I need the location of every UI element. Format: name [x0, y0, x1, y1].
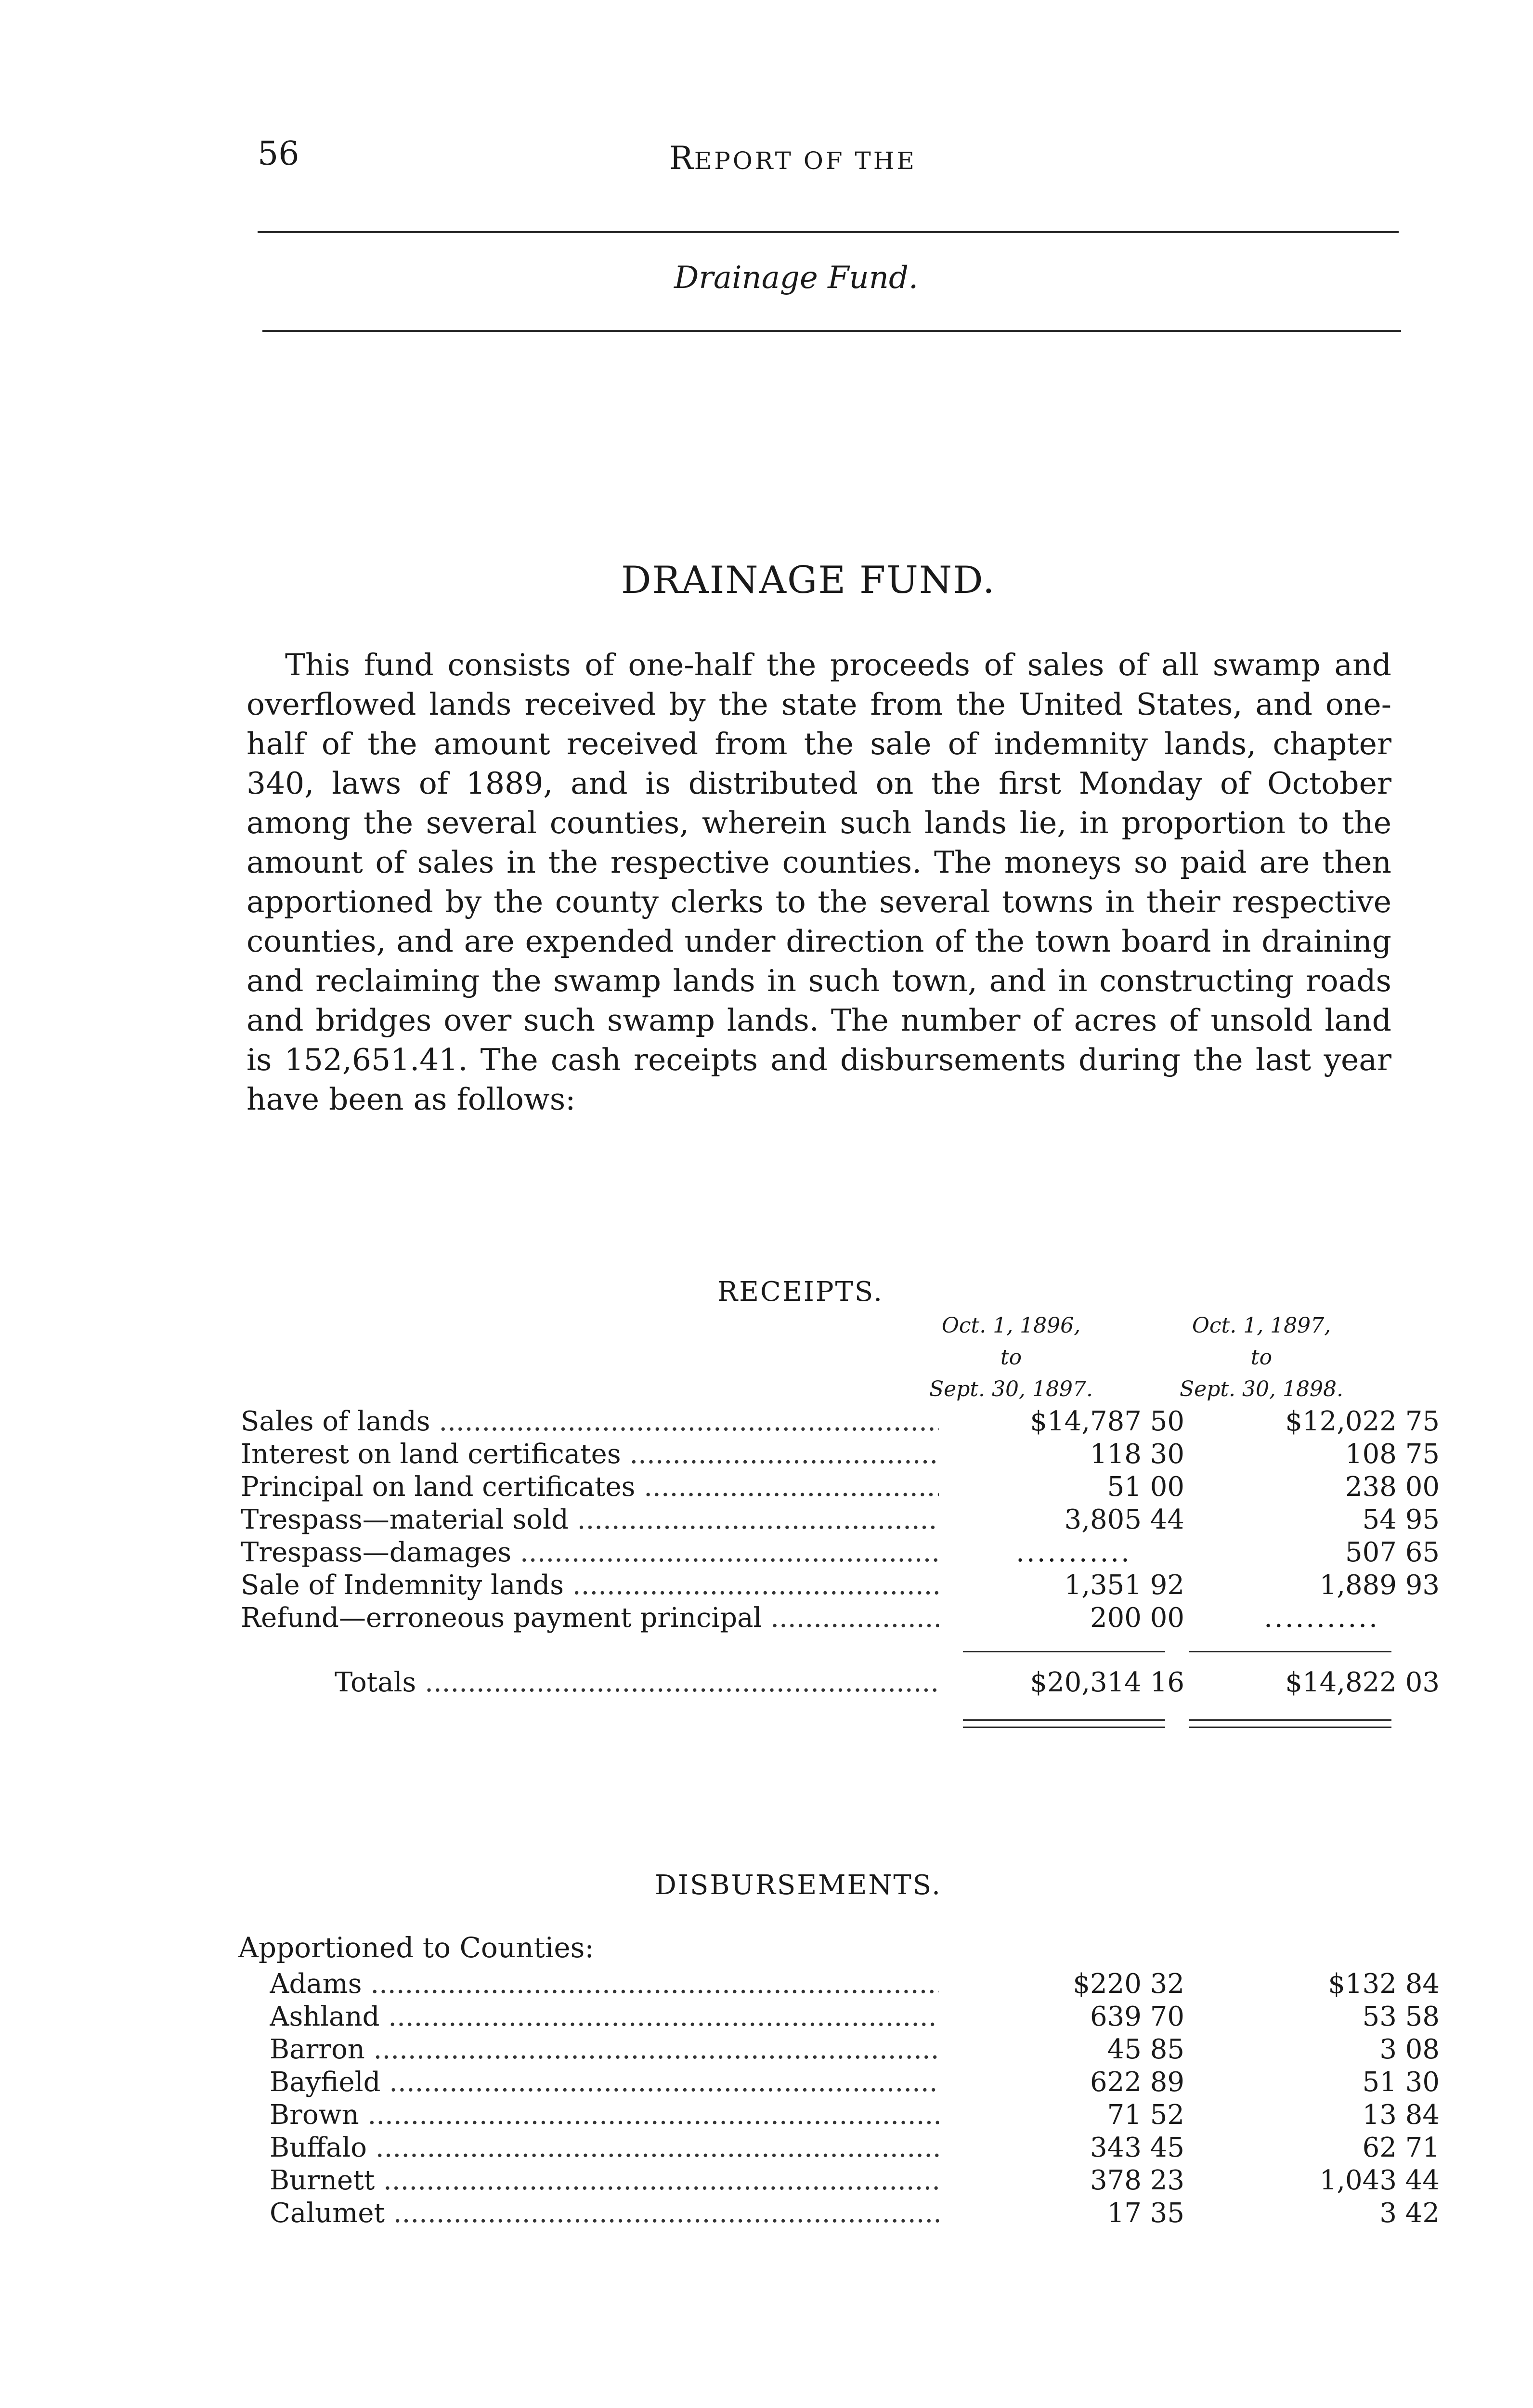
row-value-1897: ........... [1016, 1537, 1131, 1568]
page-number: 56 [258, 135, 299, 173]
row-value-1898: 507 65 [1345, 1537, 1440, 1568]
totals-value-1897: $20,314 16 [1030, 1667, 1184, 1698]
county-value-1897: 622 89 [1090, 2067, 1184, 2098]
county-value-1897: 343 45 [1090, 2132, 1184, 2163]
page-heading: DRAINAGE FUND. [621, 559, 996, 602]
county-name: Brown ..... [270, 2099, 939, 2132]
double-rule-1898-b [1189, 1727, 1391, 1728]
section-subtitle: Drainage Fund. [674, 260, 919, 296]
row-label: Trespass—damages ..... [241, 1536, 939, 1569]
county-name: Calumet ..... [270, 2197, 939, 2230]
column-1-from: Oct. 1, 1896, [941, 1313, 1081, 1338]
row-value-1897: 3,805 44 [1064, 1504, 1184, 1535]
disbursements-group-label: Apportioned to Counties: [238, 1931, 594, 1964]
county-value-1898: 3 42 [1379, 2198, 1440, 2229]
double-rule-1897-b [963, 1727, 1165, 1728]
column-2-to: to [1250, 1345, 1273, 1370]
table-row [241, 1569, 1440, 1602]
row-value-1897: 200 00 [1090, 1602, 1184, 1634]
table-row [241, 1438, 1440, 1471]
table-row [241, 1968, 1440, 2001]
table-row [241, 1602, 1396, 1635]
double-rule-1897-a [963, 1719, 1165, 1721]
row-label: Sale of Indemnity lands ..... [241, 1569, 939, 1602]
column-2-until: Sept. 30, 1898. [1180, 1377, 1343, 1401]
table-row [241, 2066, 1440, 2099]
county-value-1898: 3 08 [1379, 2034, 1440, 2065]
receipts-column-2-header [1156, 1310, 1367, 1405]
county-name: Ashland ..... [270, 2001, 939, 2033]
row-label: Trespass—material sold ..... [241, 1504, 939, 1536]
row-value-1898: 1,889 93 [1319, 1570, 1440, 1601]
county-value-1897: 45 85 [1107, 2034, 1184, 2065]
county-value-1898: 62 71 [1362, 2132, 1440, 2163]
county-name: Bayfield ..... [270, 2066, 939, 2099]
receipts-column-1-header [905, 1310, 1117, 1405]
county-value-1897: 17 35 [1107, 2198, 1184, 2229]
row-value-1897: 51 00 [1107, 1471, 1184, 1503]
county-name: Barron ..... [270, 2033, 939, 2066]
row-value-1898: 108 75 [1345, 1439, 1440, 1470]
county-value-1898: 1,043 44 [1319, 2165, 1440, 2196]
county-name: Adams ..... [270, 1968, 939, 2001]
row-value-1897: $14,787 50 [1030, 1406, 1184, 1437]
row-value-1897: 1,351 92 [1064, 1570, 1184, 1601]
county-name: Burnett ..... [270, 2164, 939, 2197]
row-value-1898: 54 95 [1362, 1504, 1440, 1535]
table-row [241, 2164, 1440, 2197]
county-value-1897: 378 23 [1090, 2165, 1184, 2196]
row-label: Sales of lands ..... [241, 1405, 939, 1438]
column-2-from: Oct. 1, 1897, [1192, 1313, 1331, 1338]
county-value-1897: 639 70 [1090, 2001, 1184, 2032]
header-rule-bottom [262, 330, 1401, 332]
running-title-rest: EPORT OF THE [694, 147, 917, 175]
column-1-to: to [1000, 1345, 1022, 1370]
county-value-1898: $132 84 [1328, 1968, 1440, 2000]
table-row [241, 2197, 1440, 2230]
table-row [241, 2001, 1440, 2033]
totals-value-1898: $14,822 03 [1285, 1667, 1440, 1698]
totals-label: Totals ..... [335, 1666, 939, 1699]
county-value-1898: 13 84 [1362, 2099, 1440, 2131]
body-paragraph: This fund consists of one-half the proceeds of sales of all swamp and overflowed lands received by the state from the United States, and one-half of the amount received from the sale of indemnity lands, chapter 340, laws of 1889, and is distributed on the first Monday of October among the several counties, wherein such lands lie, in proportion to the amount of sales in the respective counties. The moneys so paid are then apportioned by the county clerks to the several towns in their respective counties, and are expended under direction of the town board in draining and reclaiming the swamp lands in such town, and in constructing roads and bridges over such swamp lands. The number of acres of unsold land is 152,651.41. The cash receipts and disbursements during the last year have been as follows: [247, 647, 1391, 1117]
table-row [241, 1471, 1440, 1504]
table-row [241, 1504, 1440, 1536]
county-value-1898: 51 30 [1362, 2067, 1440, 2098]
row-value-1898: $12,022 75 [1285, 1406, 1440, 1437]
subtotal-rule-1897 [963, 1651, 1165, 1652]
running-title-initial: R [669, 140, 694, 177]
column-1-until: Sept. 30, 1897. [929, 1377, 1093, 1401]
disbursements-title: DISBURSEMENTS. [655, 1870, 942, 1901]
running-title [669, 140, 917, 177]
row-value-1898: ........... [1264, 1602, 1379, 1634]
row-value-1897: 118 30 [1090, 1439, 1184, 1470]
county-value-1897: $220 32 [1073, 1968, 1184, 2000]
county-value-1897: 71 52 [1107, 2099, 1184, 2131]
county-name: Buffalo ..... [270, 2132, 939, 2164]
table-row [241, 2132, 1440, 2164]
row-label: Principal on land certificates ..... [241, 1471, 939, 1504]
table-row [241, 2099, 1440, 2132]
subtotal-rule-1898 [1189, 1651, 1391, 1652]
county-value-1898: 53 58 [1362, 2001, 1440, 2032]
row-value-1898: 238 00 [1345, 1471, 1440, 1503]
totals-row [241, 1666, 1440, 1699]
row-label: Refund—erroneous payment principal ..... [241, 1602, 939, 1635]
table-row [241, 1536, 1440, 1569]
row-label: Interest on land certificates ..... [241, 1438, 939, 1471]
table-row [241, 2033, 1440, 2066]
receipts-title: RECEIPTS. [717, 1276, 884, 1308]
header-rule-top [258, 231, 1399, 233]
double-rule-1898-a [1189, 1719, 1391, 1721]
table-row [241, 1405, 1440, 1438]
